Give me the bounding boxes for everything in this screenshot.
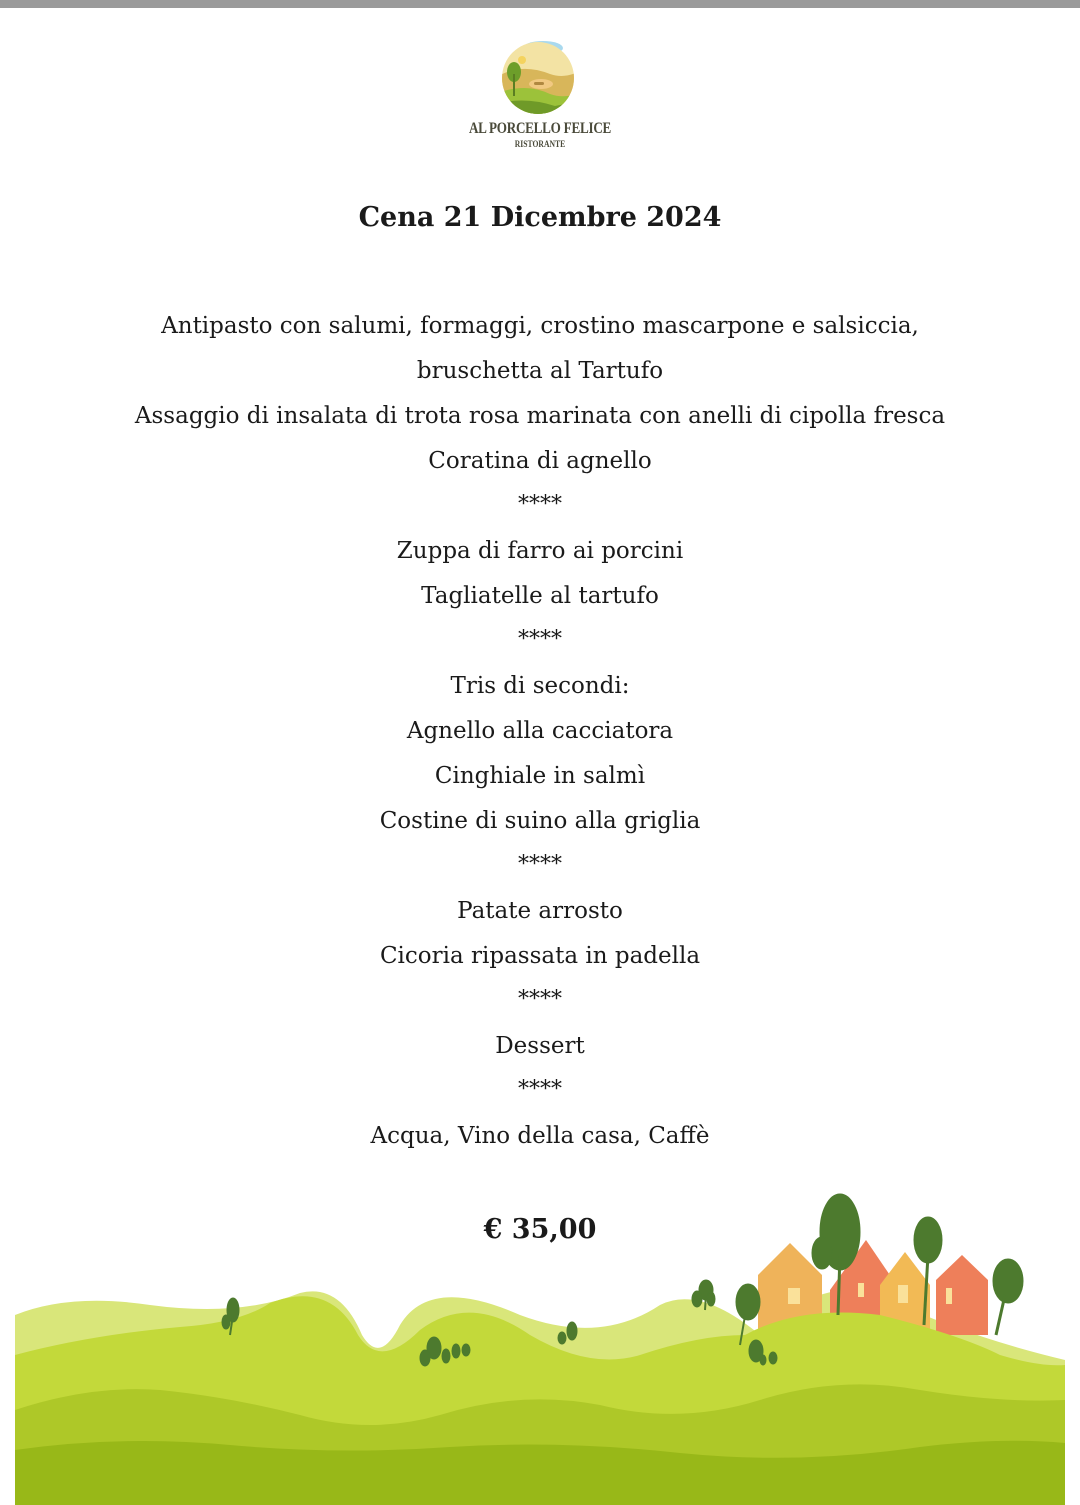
hills-landscape-illustration bbox=[0, 1185, 1080, 1505]
logo-emblem-icon bbox=[495, 38, 585, 118]
top-border bbox=[0, 0, 1080, 8]
logo-subtitle: RISTORANTE bbox=[514, 139, 566, 149]
menu-item: Costine di suino alla griglia bbox=[379, 808, 701, 834]
menu-separator: **** bbox=[518, 1077, 562, 1102]
menu-item: Antipasto con salumi, formaggi, crostino mascarpone e salsiccia, bbox=[161, 313, 919, 339]
menu-separator: **** bbox=[518, 852, 562, 877]
logo-name: AL PORCELLO FELICE bbox=[468, 120, 612, 137]
menu-item: Zuppa di farro ai porcini bbox=[396, 538, 684, 564]
menu-item: Patate arrosto bbox=[457, 898, 623, 924]
menu-separator: **** bbox=[518, 987, 562, 1012]
menu-item: Dessert bbox=[495, 1033, 585, 1059]
page-title: Cena 21 Dicembre 2024 bbox=[358, 202, 722, 233]
price: € 35,00 bbox=[483, 1214, 597, 1245]
menu-item: bruschetta al Tartufo bbox=[416, 358, 664, 384]
menu-separator: **** bbox=[518, 627, 562, 652]
menu-item: Tris di secondi: bbox=[450, 673, 630, 699]
menu-separator: **** bbox=[518, 492, 562, 517]
menu-item: Agnello alla cacciatora bbox=[406, 718, 674, 744]
menu-item: Acqua, Vino della casa, Caffè bbox=[370, 1123, 710, 1149]
restaurant-logo bbox=[0, 38, 1080, 149]
menu-item: Assaggio di insalata di trota rosa marinata con anelli di cipolla fresca bbox=[134, 403, 946, 429]
menu-item: Cinghiale in salmì bbox=[434, 763, 646, 789]
menu-item: Tagliatelle al tartufo bbox=[421, 583, 659, 609]
menu-list bbox=[0, 304, 1080, 1159]
menu-item: Cicoria ripassata in padella bbox=[379, 943, 701, 969]
menu-item: Coratina di agnello bbox=[428, 448, 652, 474]
